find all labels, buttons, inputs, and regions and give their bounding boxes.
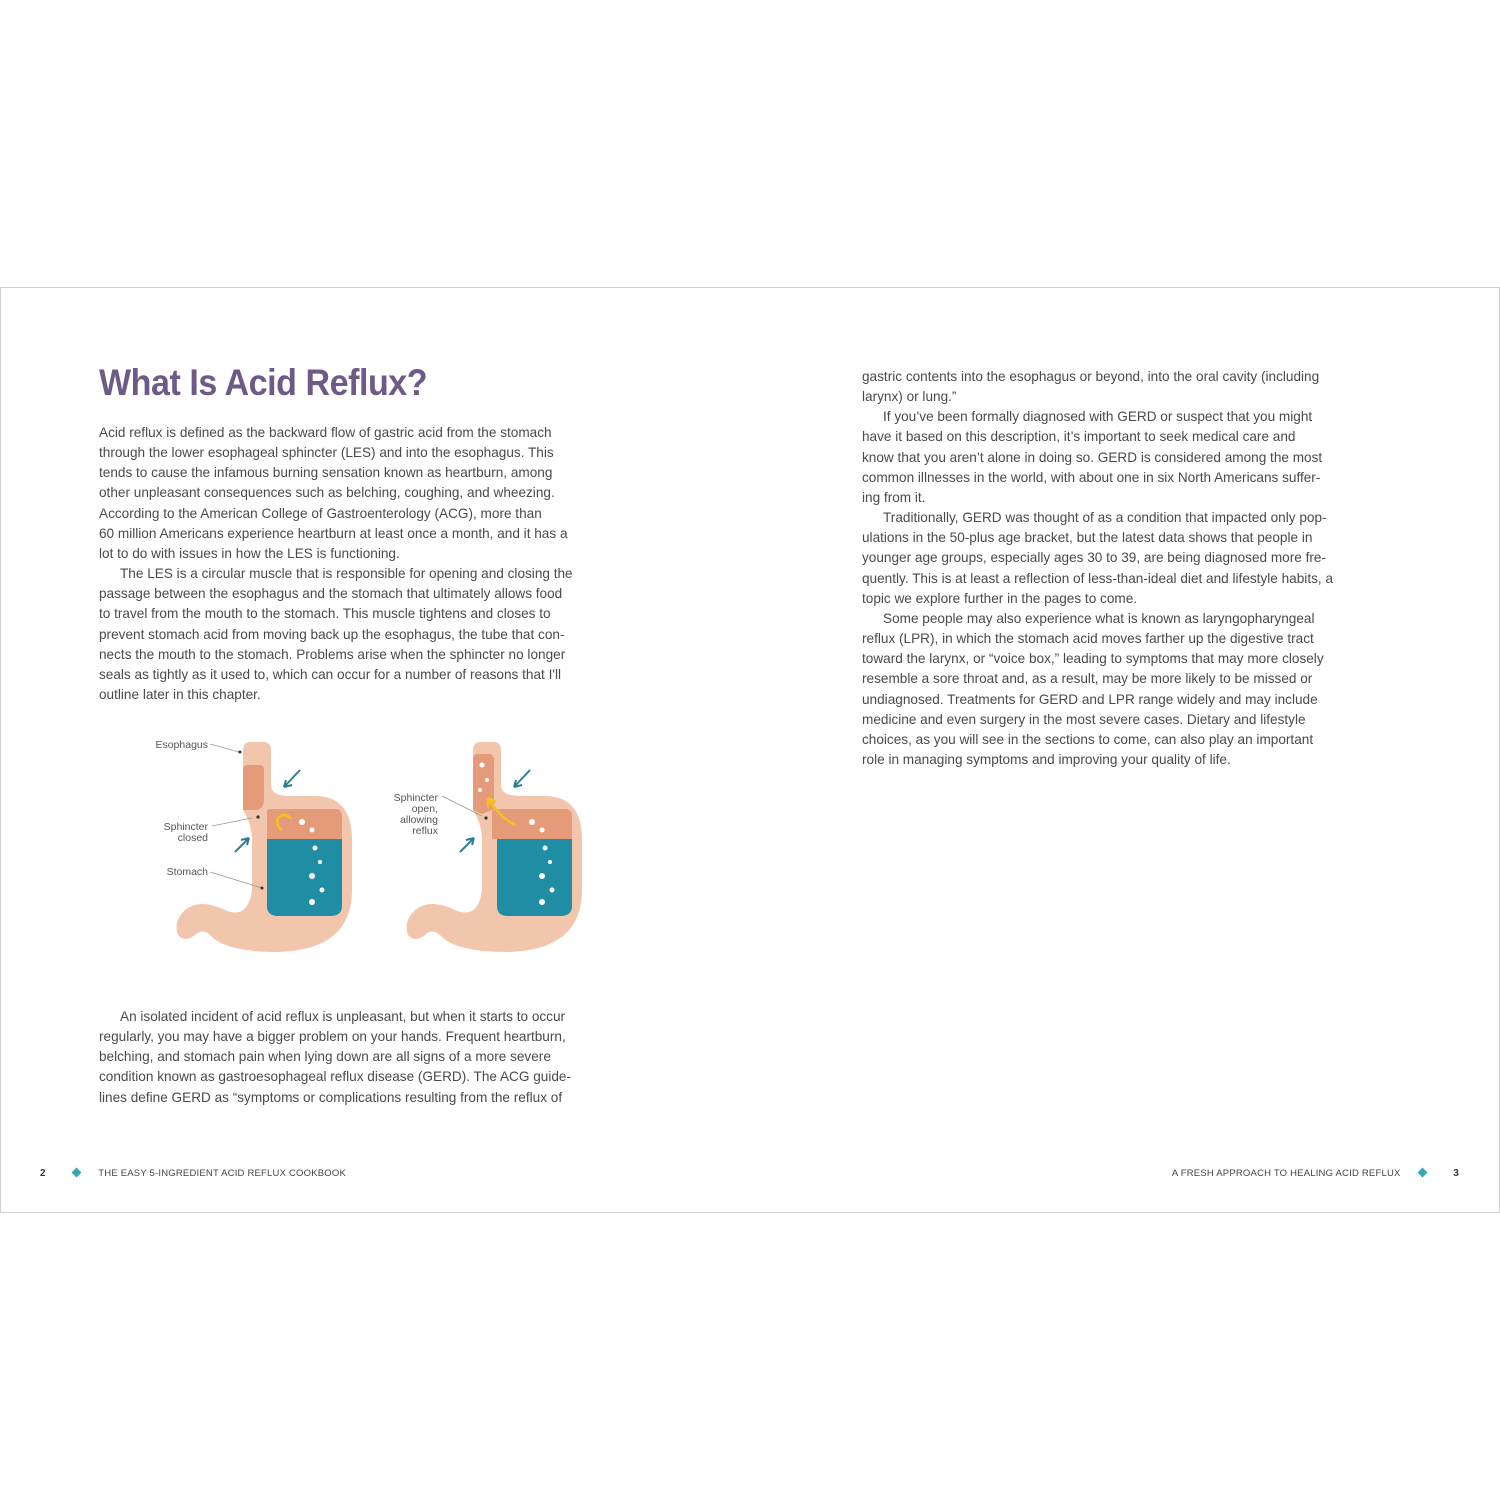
text-line: resemble a sore throat and, as a result, may be more likely to be missed or — [862, 671, 1313, 687]
text-line: 60 million Americans experience heartburn at least once a month, and it has a — [99, 525, 568, 541]
page-number-right: 3 — [1453, 1168, 1459, 1179]
page-title: What Is Acid Reflux? — [99, 362, 428, 403]
text-line: outline later in this chapter. — [99, 687, 261, 703]
text-line: lines define GERD as “symptoms or complications resulting from the reflux of — [99, 1089, 563, 1105]
stomach-closed-figure — [177, 742, 352, 952]
left-body-text — [99, 423, 573, 705]
label-sphincter-closed: Sphincter — [163, 821, 208, 833]
pressure-arrow-top — [514, 770, 530, 787]
right-body-text — [862, 367, 1333, 770]
right-footer — [1172, 1168, 1459, 1179]
text-line: reflux (LPR), in which the stomach acid moves farther up the digestive tract — [862, 631, 1314, 647]
pressure-arrow-top — [284, 770, 300, 787]
text-line: regularly, you may have a bigger problem on your hands. Frequent heartburn, — [99, 1029, 566, 1045]
text-line: Traditionally, GERD was thought of as a condition that impacted only pop- — [883, 510, 1327, 526]
stomach-illustration — [140, 730, 600, 970]
running-head-left: THE EASY 5-INGREDIENT ACID REFLUX COOKBOOK — [98, 1168, 346, 1179]
text-line: ulations in the 50-plus age bracket, but the latest data shows that people in — [862, 530, 1313, 546]
text-line: know that you aren’t alone in doing so. GERD is considered among the most — [862, 449, 1323, 465]
text-line: If you’ve been formally diagnosed with GERD or suspect that you might — [883, 409, 1313, 425]
text-line: Some people may also experience what is known as laryngopharyngeal — [883, 610, 1315, 626]
stomach-contents — [497, 839, 572, 916]
label-stomach: Stomach — [166, 866, 208, 878]
text-line: larynx) or lung.” — [862, 389, 957, 405]
text-line: medicine and even surgery in the most severe cases. Dietary and lifestyle — [862, 711, 1306, 727]
text-line: younger age groups, especially ages 30 to 39, are being diagnosed more fre- — [862, 550, 1326, 566]
text-line: role in managing symptoms and improving your quality of life. — [862, 751, 1231, 767]
stomach-diagram — [140, 730, 600, 970]
text-line: topic we explore further in the pages to come. — [862, 590, 1138, 606]
running-head-right: A FRESH APPROACH TO HEALING ACID REFLUX — [1171, 1168, 1401, 1179]
text-line: prevent stomach acid from moving back up the esophagus, the tube that con- — [99, 626, 565, 642]
diamond-icon — [1418, 1168, 1428, 1178]
text-line: belching, and stomach pain when lying down are all signs of a more severe — [99, 1049, 551, 1065]
text-line: have it based on this description, it’s important to seek medical care and — [862, 429, 1296, 445]
stomach-contents — [267, 839, 342, 916]
text-line: toward the larynx, or “voice box,” leading to symptoms that may more closely — [862, 651, 1324, 667]
label-esophagus: Esophagus — [155, 739, 208, 751]
page-number-left: 2 — [40, 1168, 46, 1179]
text-line: common illnesses in the world, with about one in six North Americans suffer- — [862, 469, 1321, 485]
text-line: ing from it. — [862, 489, 926, 505]
text-line: undiagnosed. Treatments for GERD and LPR range widely and may include — [862, 691, 1318, 707]
text-line: through the lower esophageal sphincter (LES) and into the esophagus. This — [99, 445, 554, 461]
pressure-arrow-bottom — [460, 838, 474, 852]
text-line: tends to cause the infamous burning sensation known as heartburn, among — [99, 465, 553, 481]
text-line: gastric contents into the esophagus or beyond, into the oral cavity (including — [862, 369, 1320, 384]
text-line: seals as tightly as it used to, which can occur for a number of reasons that I'll — [99, 666, 561, 682]
text-line: choices, as you will see in the sections to come, can also play an important — [862, 731, 1314, 747]
text-line: The LES is a circular muscle that is responsible for opening and closing the — [120, 566, 573, 582]
text-line: passage between the esophagus and the stomach that ultimately allows food — [99, 586, 563, 602]
text-line: lot to do with issues in how the LES is functioning. — [99, 545, 400, 561]
text-line: quently. This is at least a reflection of less-than-ideal diet and lifestyle habits, a — [862, 570, 1334, 586]
label-sphincter-closed-2: closed — [177, 832, 208, 844]
pressure-arrow-bottom — [235, 838, 249, 852]
label-sphincter-open: Sphincter — [393, 792, 438, 804]
text-line: other unpleasant consequences such as belching, coughing, and wheezing. — [99, 485, 555, 501]
left-body-text-continued — [99, 1007, 571, 1108]
text-line: Acid reflux is defined as the backward flow of gastric acid from the stomach — [99, 425, 552, 440]
left-footer — [40, 1168, 346, 1179]
label-sphincter-open-4: reflux — [412, 825, 438, 837]
label-sphincter-open-2: open, — [411, 803, 438, 815]
text-line: An isolated incident of acid reflux is unpleasant, but when it starts to occur — [120, 1009, 566, 1024]
stomach-open-figure — [407, 742, 582, 952]
text-line: to travel from the mouth to the stomach. This muscle tightens and closes to — [99, 606, 551, 622]
label-sphincter-open-3: allowing — [400, 814, 438, 826]
text-line: condition known as gastroesophageal reflux disease (GERD). The ACG guide- — [99, 1069, 572, 1085]
diamond-icon — [71, 1168, 81, 1178]
text-line: nects the mouth to the stomach. Problems arise when the sphincter no longer — [99, 646, 566, 662]
text-line: According to the American College of Gastroenterology (ACG), more than — [99, 505, 542, 521]
esophagus-lumen — [243, 765, 264, 810]
